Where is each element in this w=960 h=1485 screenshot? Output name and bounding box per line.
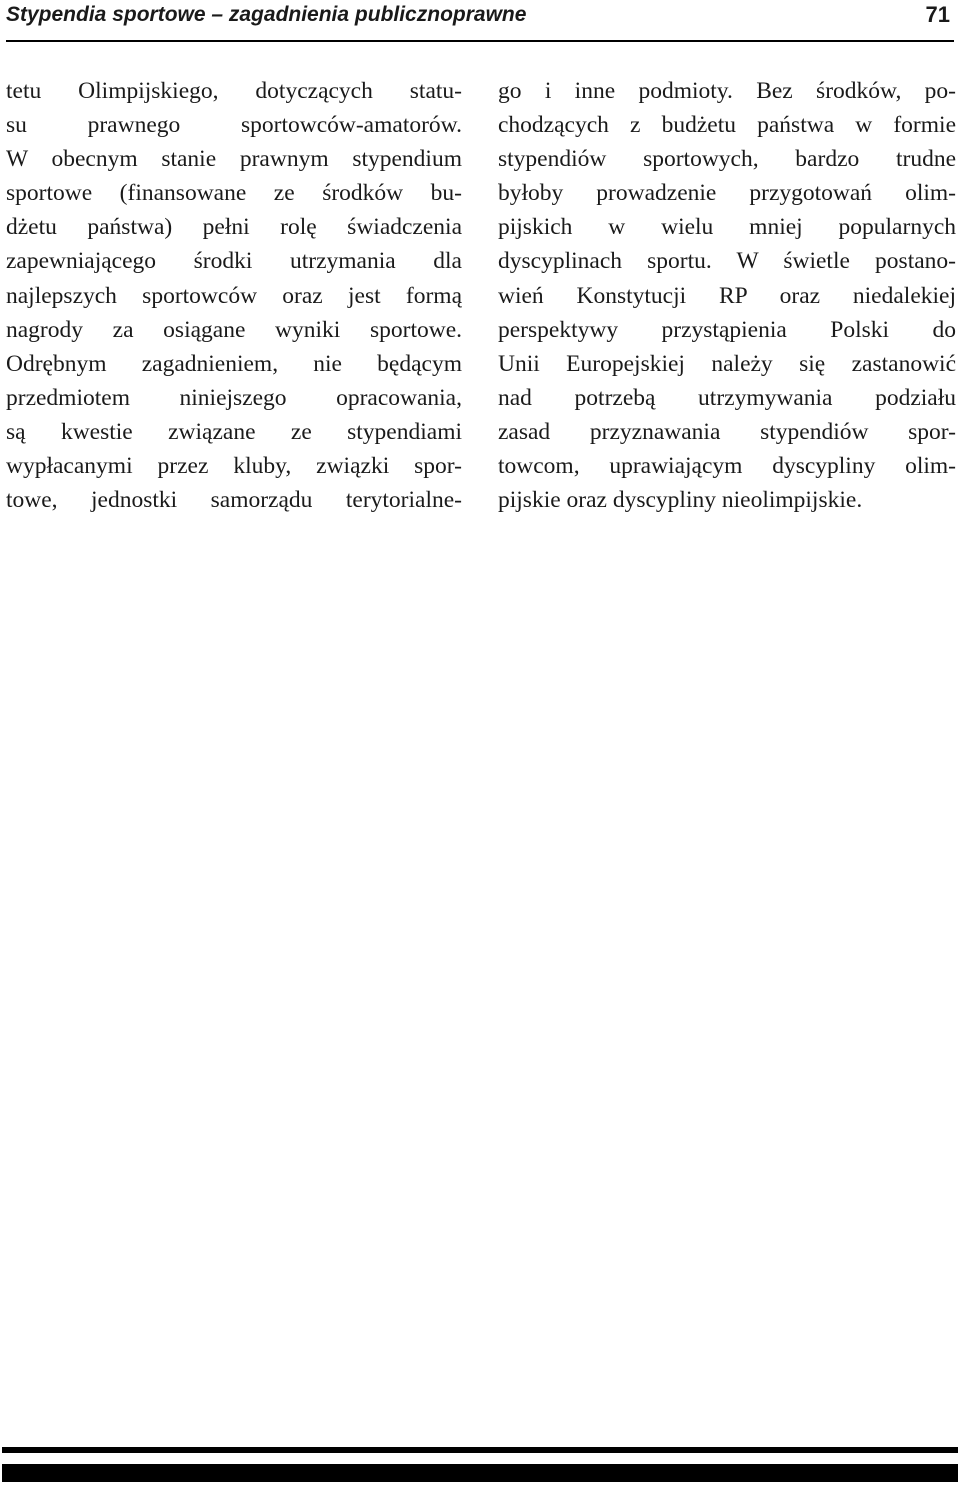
text-line: dżetu państwa) pełni rolę świadczenia bbox=[6, 214, 462, 241]
text-line: W obecnym stanie prawnym stypendium bbox=[6, 146, 462, 173]
text-column-left bbox=[6, 74, 462, 517]
running-header bbox=[6, 0, 954, 42]
text-line: Odrębnym zagadnieniem, nie będącym bbox=[6, 350, 462, 377]
text-line: perspektywy przystąpienia Polski do bbox=[498, 316, 956, 343]
text-line: nagrody za osiągane wyniki sportowe. bbox=[6, 316, 462, 343]
text-line: towcom, uprawiającym dyscypliny olim- bbox=[498, 453, 956, 480]
text-line: byłoby prowadzenie przygotowań olim- bbox=[498, 180, 956, 207]
text-line: sportowe (finansowane ze środków bu- bbox=[6, 180, 462, 207]
text-line: przedmiotem niniejszego opracowania, bbox=[6, 384, 462, 411]
text-line: tetu Olimpijskiego, dotyczących statu- bbox=[6, 78, 462, 104]
text-line: stypendiów sportowych, bardzo trudne bbox=[498, 146, 956, 173]
text-line: zapewniającego środki utrzymania dla bbox=[6, 248, 462, 275]
text-line: zasad przyznawania stypendiów spor- bbox=[498, 418, 956, 445]
text-line: nad potrzebą utrzymywania podziału bbox=[498, 384, 956, 411]
text-line: najlepszych sportowców oraz jest formą bbox=[6, 282, 462, 309]
page-number: 71 bbox=[925, 2, 950, 27]
text-line: dyscyplinach sportu. W świetle postano- bbox=[498, 248, 956, 275]
text-line: Unii Europejskiej należy się zastanowić bbox=[498, 350, 956, 377]
footer-rule-thin bbox=[2, 1447, 958, 1453]
text-line: wypłacanymi przez kluby, związki spor- bbox=[6, 453, 462, 480]
footer-rule-thick bbox=[2, 1464, 958, 1482]
text-line: są kwestie związane ze stypendiami bbox=[6, 418, 462, 445]
running-title: Stypendia sportowe – zagadnienia publicznoprawne bbox=[6, 3, 527, 26]
text-line: pijskie oraz dyscypliny nieolimpijskie. bbox=[498, 487, 863, 514]
text-line: pijskich w wielu mniej popularnych bbox=[498, 214, 956, 241]
text-line: towe, jednostki samorządu terytorialne- bbox=[6, 487, 462, 514]
text-column-right bbox=[498, 74, 956, 517]
text-line: su prawnego sportowców-amatorów. bbox=[6, 112, 462, 139]
text-line: wień Konstytucji RP oraz niedalekiej bbox=[498, 282, 956, 309]
text-line: go i inne podmioty. Bez środków, po- bbox=[498, 78, 956, 104]
text-line: chodzących z budżetu państwa w formie bbox=[498, 112, 956, 139]
